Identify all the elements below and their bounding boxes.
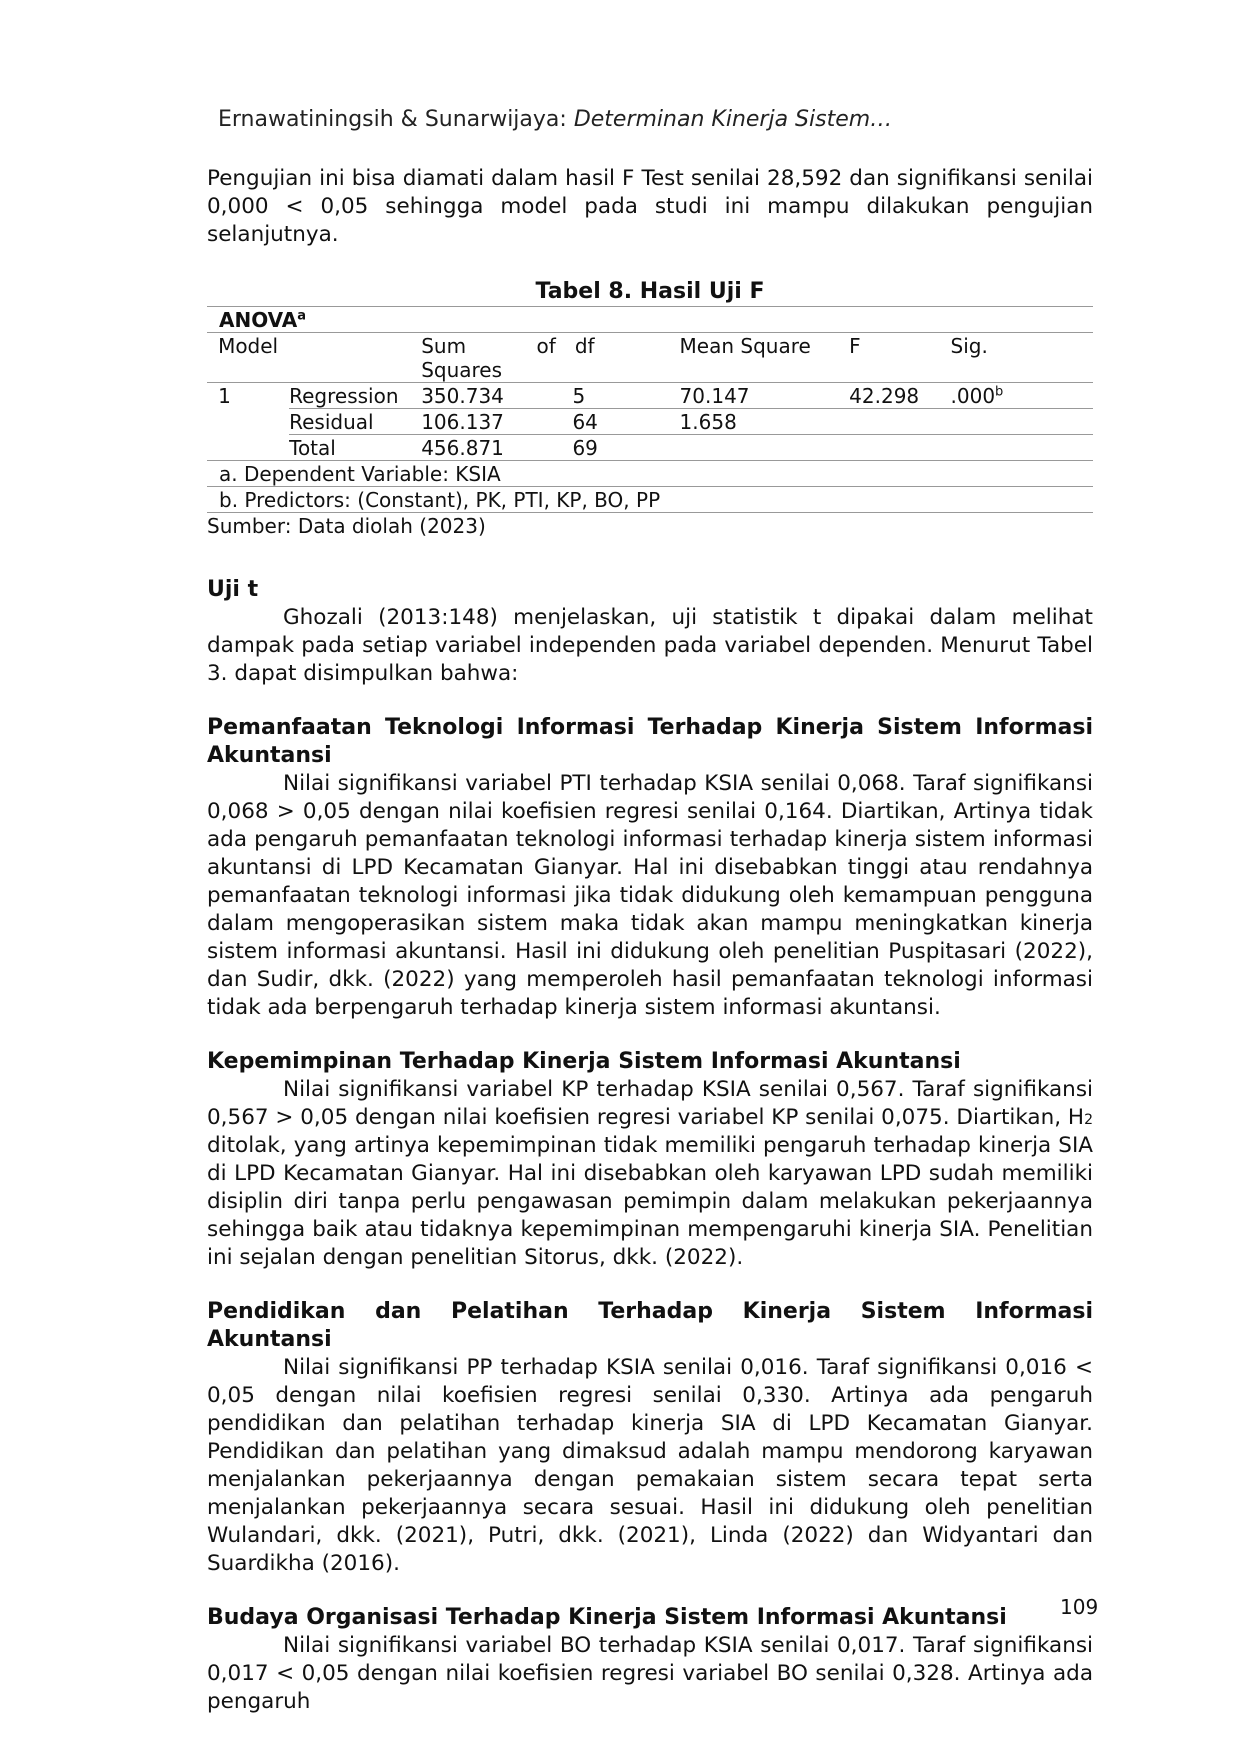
col-header-f: F [849,333,950,383]
section-paragraph-pti: Nilai signifikansi variabel PTI terhadap KSIA senilai 0,068. Taraf signifikansi 0,068 > 0,05 dengan nilai koefisien regresi senilai 0,164. Diartikan, Artinya tidak ada pengaruh pemanfaatan teknologi informasi terhadap kinerja sistem informasi akuntansi di LPD Kecamatan Gianyar. Hal ini disebabkan tinggi atau rendahnya pemanfaatan teknologi informasi jika tidak didukung oleh kemampuan pengguna dalam mengoperasikan sistem maka tidak akan mampu meningkatkan kinerja sistem informasi akuntansi. Hasil ini didukung oleh penelitian Puspitasari (2022), dan Sudir, dkk. (2022) yang memperoleh hasil pemanfaatan teknologi informasi tidak ada berpengaruh terhadap kinerja sistem informasi akuntansi. [207,771,1093,1020]
section-heading-bo: Budaya Organisasi Terhadap Kinerja Sistem Informasi Akuntansi [207,1605,1007,1630]
col-header-model: Model [218,333,421,383]
header-authors: Ernawatiningsih & Sunarwijaya: [218,107,567,132]
row-label: Residual [289,409,421,435]
section-paragraph-bo: Nilai signifikansi variabel BO terhadap KSIA senilai 0,017. Taraf signifikansi 0,017 < 0,05 dengan nilai koefisien regresi variabel BO senilai 0,328. Artinya ada pengaruh [207,1633,1093,1714]
cell-mean-square: 70.147 [680,383,850,409]
header-title: Determinan Kinerja Sistem… [573,107,893,132]
col-header-mean-square: Mean Square [680,333,850,383]
table-source: Sumber: Data diolah (2023) [207,514,486,538]
cell-sig: .000$^b$ [951,383,1093,409]
section-heading-kp: Kepemimpinan Terhadap Kinerja Sistem Informasi Akuntansi [207,1049,961,1074]
cell-sig [951,409,1093,435]
cell-sum-squares: 106.137 [421,409,536,435]
section-heading-pp: Pendidikan dan Pelatihan Terhadap Kinerja Sistem Informasi Akuntansi [207,1299,1093,1352]
cell-df: 5 [536,383,679,409]
cell-sum-squares: 350.734 [421,383,536,409]
footnote-b: b. Predictors: (Constant), PK, PTI, KP, BO, PP [207,487,1093,513]
anova-title: ANOVA [219,308,298,332]
intro-paragraph: Pengujian ini bisa diamati dalam hasil F Test senilai 28,592 dan signifikansi senilai 0,000 < 0,05 sehingga model pada studi ini mampu dilakukan pengujian selanjutnya. [207,166,1093,247]
section-heading-pti: Pemanfaatan Teknologi Informasi Terhadap Kinerja Sistem Informasi Akuntansi [207,715,1093,768]
model-number: 1 [218,383,289,409]
page-content [207,165,1093,1716]
running-header [218,106,892,134]
col-header-sig: Sig. [951,333,1093,383]
uji-t-paragraph: Ghozali (2013:148) menjelaskan, uji statistik t dipakai dalam melihat dampak pada setiap variabel independen pada variabel dependen. Menurut Tabel 3. dapat disimpulkan bahwa: [207,605,1093,686]
anova-title-cell [207,307,1093,333]
cell-f [849,435,950,461]
table-caption: Tabel 8. Hasil Uji F [535,279,765,304]
col-header-sum-squares: Sum Squares [421,333,536,383]
row-label: Total [289,436,336,460]
cell-f: 42.298 [849,383,950,409]
row-label: Regression [289,383,421,409]
section-heading-uji-t: Uji t [207,577,259,602]
cell-f [849,409,950,435]
cell-mean-square: 1.658 [680,409,850,435]
cell-sum-squares: 456.871 [421,436,504,460]
section-paragraph-pp: Nilai signifikansi PP terhadap KSIA senilai 0,016. Taraf signifikansi 0,016 < 0,05 dengan nilai koefisien regresi senilai 0,330. Artinya ada pengaruh pendidikan dan pelatihan terhadap kinerja SIA di LPD Kecamatan Gianyar. Pendidikan dan pelatihan yang dimaksud adalah mampu mendorong karyawan menjalankan pekerjaannya dengan pemakaian sistem secara tepat serta menjalankan pekerjaannya secara sesuai. Hasil ini didukung oleh penelitian Wulandari, dkk. (2021), Putri, dkk. (2021), Linda (2022) dan Widyantari dan Suardikha (2016). [207,1355,1093,1576]
anova-table [207,306,1093,513]
section-paragraph-kp: Nilai signifikansi variabel KP terhadap KSIA senilai 0,567. Taraf signifikansi 0,567 > 0,05 dengan nilai koefisien regresi variabel KP senilai 0,075. Diartikan, H2 ditolak, yang artinya kepemimpinan tidak memiliki pengaruh terhadap kinerja SIA di LPD Kecamatan Gianyar. Hal ini disebabkan oleh karyawan LPD sudah memiliki disiplin diri tanpa perlu pengawasan pemimpin dalam melakukan pekerjaannya sehingga baik atau tidaknya kepemimpinan mempengaruhi kinerja SIA. Penelitian ini sejalan dengan penelitian Sitorus, dkk. (2022). [207,1077,1093,1270]
cell-df: 64 [536,409,679,435]
cell-mean-square [680,435,850,461]
page-number: 109 [1060,1595,1099,1619]
anova-title-sup: a [297,308,307,324]
footnote-a: a. Dependent Variable: KSIA [207,461,1093,487]
col-header-df: of df [536,333,679,383]
cell-df: 69 [572,436,598,460]
cell-sig [951,435,1093,461]
